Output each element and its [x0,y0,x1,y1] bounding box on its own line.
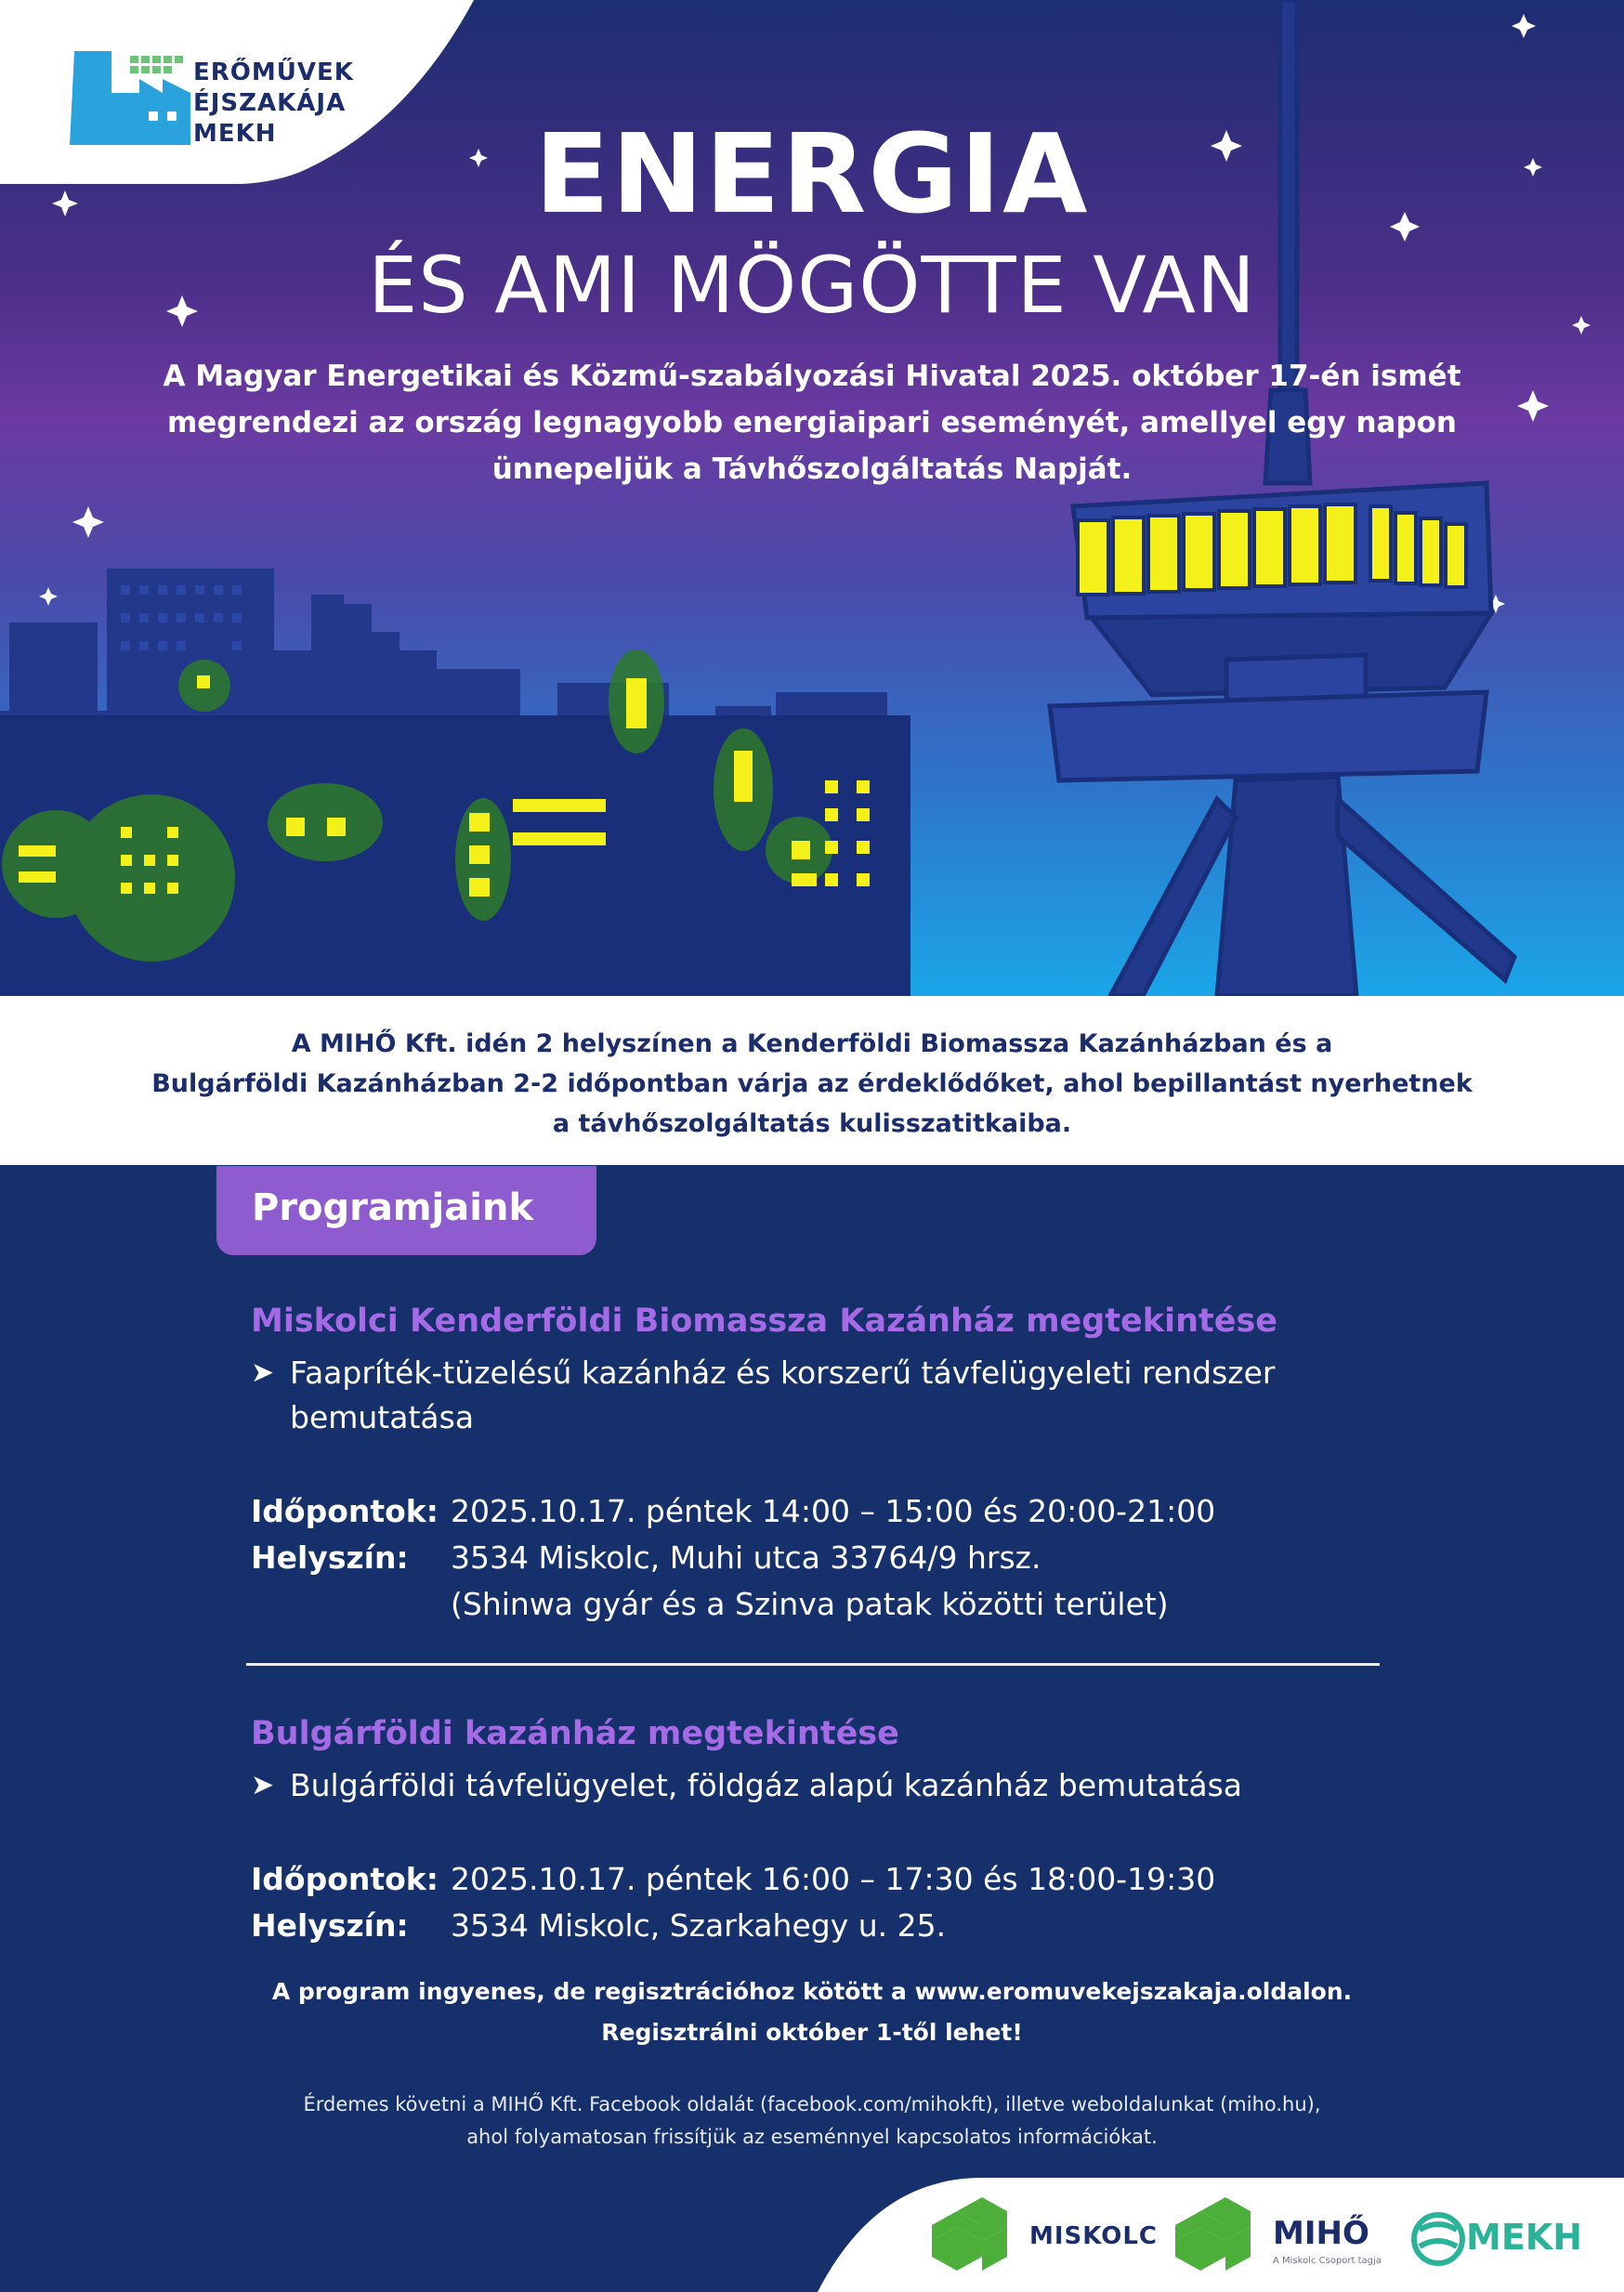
section-divider [246,1663,1380,1666]
miho-tagline: A Miskolc Csoport tagja [1273,2256,1382,2266]
place-label: Helyszín: [251,1539,409,1576]
event-description-text: Faapríték-tüzelésű kazánház és korszerű távfelügyeleti rendszer bemutatása [290,1355,1276,1435]
event-description-text: Bulgárföldi távfelügyelet, földgáz alapú kazánház bemutatása [290,1767,1242,1803]
place-label: Helyszín: [251,1907,409,1944]
intro-line: megrendezi az ország legnagyobb energiaipari eseményét, amellyel egy napon [166,406,1458,439]
follow-note [0,2089,1624,2154]
hero-intro [74,353,1550,492]
times-label: Időpontok: [251,1493,439,1529]
hero-title: ENERGIA [534,110,1090,238]
times-value: 2025.10.17. péntek 16:00 – 17:30 és 18:00-19:30 [451,1861,1216,1897]
event-description [251,1763,1403,1808]
chevron-right-icon: ➤ [251,1356,275,1389]
intro-line: A Magyar Energetikai és Közmű-szabályozási Hivatal 2025. október 17-én ismét [163,360,1461,393]
band-line: a távhőszolgáltatás kulisszatitkaiba. [552,1109,1072,1138]
event-times-row [251,1488,1403,1535]
times-label: Időpontok: [251,1861,439,1897]
event-title: Miskolci Kenderföldi Biomassza Kazánház megtekintése [251,1303,1278,1340]
chevron-right-icon: ➤ [251,1769,275,1801]
times-value: 2025.10.17. péntek 14:00 – 15:00 és 20:00-21:00 [451,1493,1216,1529]
follow-line: Érdemes követni a MIHŐ Kft. Facebook oldalát (facebook.com/mihokft), illetve weboldalunkat (miho.hu), [303,2093,1321,2115]
event-place-note-row [251,1581,1403,1628]
follow-line: ahol folyamatosan frissítjük az eseménnyel kapcsolatos információkat. [466,2126,1158,2148]
event-times-row [251,1856,1403,1903]
logo-line-2: ÉJSZAKÁJA [193,89,347,117]
logo-line-3: MEKH [193,120,277,148]
event-place-row [251,1903,1403,1949]
band-line: A MIHŐ Kft. idén 2 helyszínen a Kenderföldi Biomassza Kazánházban és a [291,1029,1333,1058]
event-card-bulgarfoldi [251,1715,1403,1949]
band-line: Bulgárföldi Kazánházban 2-2 időpontban várja az érdeklődőket, ahol bepillantást nyerhetnek [151,1069,1473,1098]
programs-heading-tab [216,1166,596,1255]
footer-logos [0,2174,1624,2292]
event-card-kenderfoldi [251,1303,1403,1628]
event-description [251,1351,1403,1440]
miskolc-label: MISKOLC [1029,2222,1159,2250]
place-value: 3534 Miskolc, Muhi utca 33764/9 hrsz. [451,1539,1041,1576]
place-note: (Shinwa gyár és a Szinva patak közötti terület) [451,1586,1169,1622]
intro-band [0,996,1624,1165]
register-line: Regisztrálni október 1-től lehet! [601,2019,1023,2046]
mekh-label: MEKH [1466,2217,1583,2258]
hero-section [0,0,1624,996]
hero-subtitle: ÉS AMI MÖGÖTTE VAN [368,240,1256,331]
place-value: 3534 Miskolc, Szarkahegy u. 25. [451,1907,947,1944]
programs-heading: Programjaink [252,1186,534,1229]
event-title: Bulgárföldi kazánház megtekintése [251,1715,899,1752]
miho-label: MIHŐ [1273,2215,1369,2252]
registration-note [0,1971,1624,2053]
event-place-row [251,1535,1403,1581]
intro-line: ünnepeljük a Távhőszolgáltatás Napját. [491,452,1133,486]
register-line: A program ingyenes, de regisztrációhoz kötött a www.eromuvekejszakaja.oldalon. [271,1978,1353,2005]
logo-line-1: ERŐMŰVEK [193,59,354,86]
